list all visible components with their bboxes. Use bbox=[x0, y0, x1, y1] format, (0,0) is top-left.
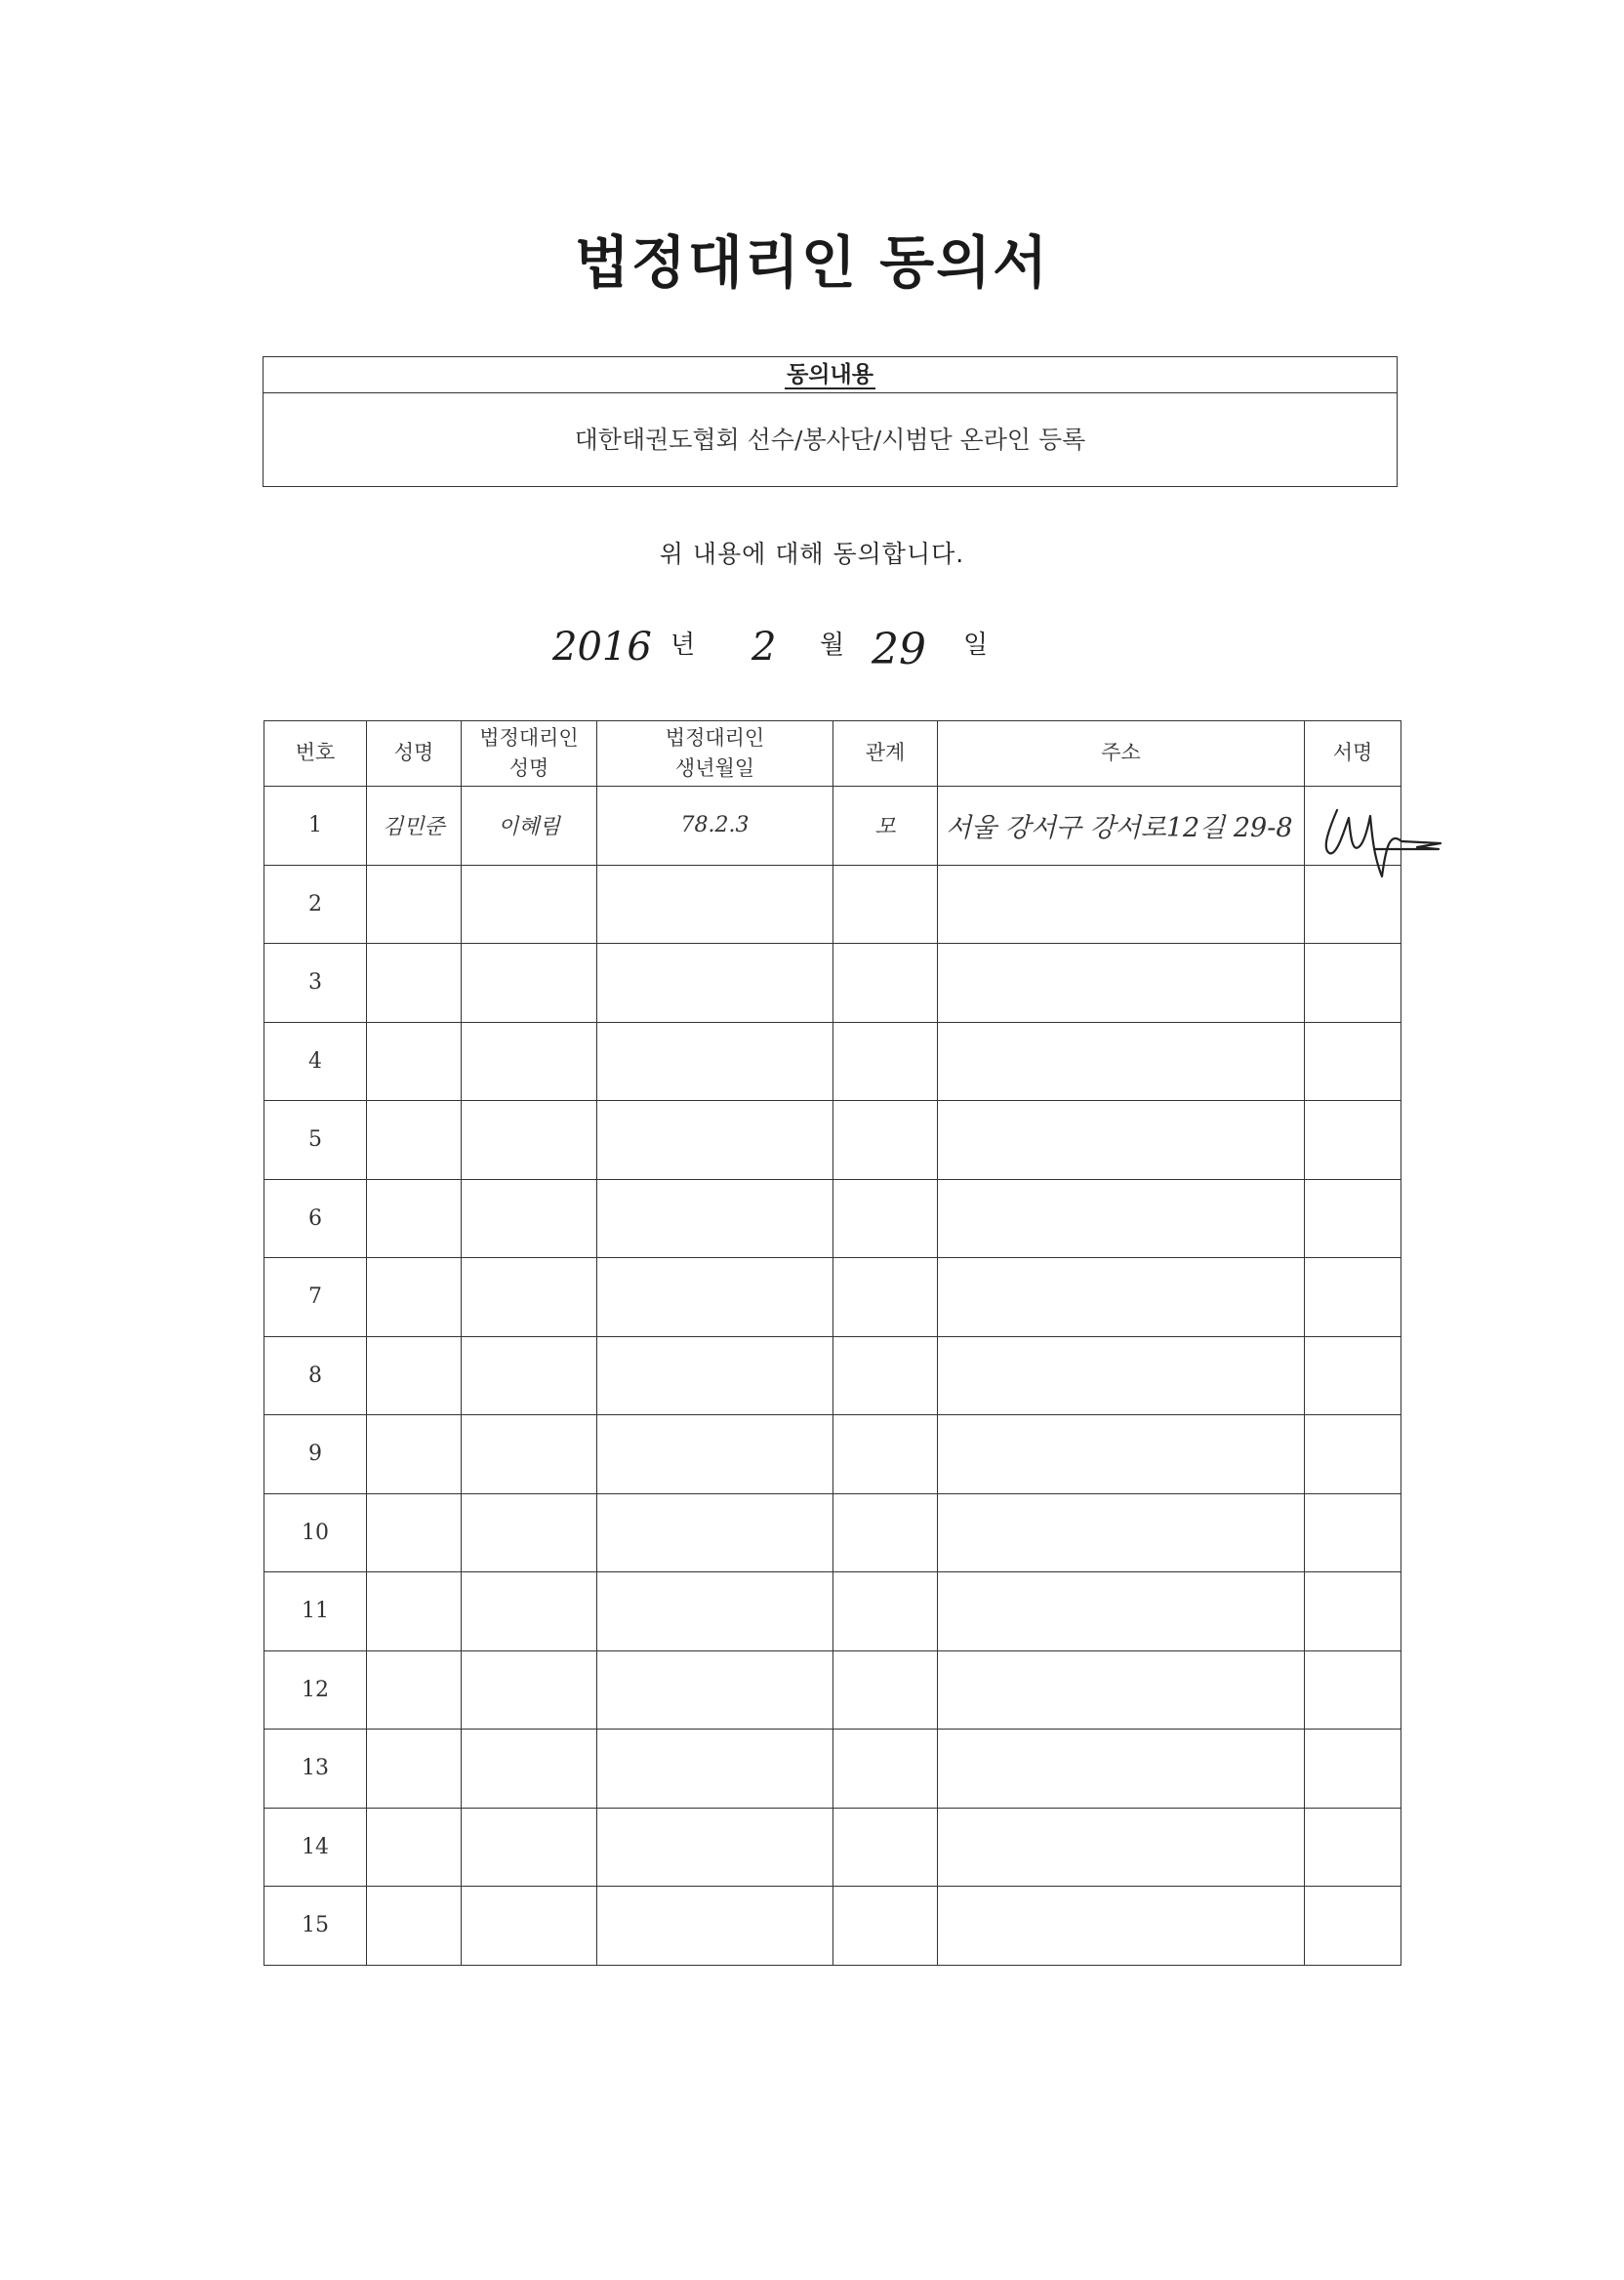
cell-relation bbox=[833, 1258, 938, 1337]
header-address: 주소 bbox=[938, 721, 1305, 787]
cell-address bbox=[938, 1022, 1305, 1101]
header-guardian-birth: 법정대리인 생년월일 bbox=[597, 721, 833, 787]
table-row bbox=[264, 1101, 1401, 1180]
date-day-unit: 일 bbox=[963, 631, 989, 660]
cell-guardian-birth bbox=[597, 944, 833, 1023]
cell-no: 8 bbox=[264, 1336, 367, 1415]
table-row bbox=[264, 1572, 1401, 1651]
cell-signature bbox=[1305, 1730, 1401, 1809]
cell-guardian-name: 이혜림 bbox=[462, 787, 597, 866]
table-header-row bbox=[264, 721, 1401, 787]
cell-name bbox=[367, 1336, 462, 1415]
table-row bbox=[264, 1730, 1401, 1809]
cell-relation bbox=[833, 1415, 938, 1494]
cell-address bbox=[938, 1258, 1305, 1337]
header-guardian-name: 법정대리인 성명 bbox=[462, 721, 597, 787]
cell-name bbox=[367, 1493, 462, 1572]
cell-guardian-name bbox=[462, 1730, 597, 1809]
cell-guardian-name bbox=[462, 1650, 597, 1730]
cell-guardian-name bbox=[462, 1022, 597, 1101]
cell-address bbox=[938, 1493, 1305, 1572]
cell-address bbox=[938, 1179, 1305, 1258]
cell-guardian-name bbox=[462, 944, 597, 1023]
signature-mark bbox=[1316, 789, 1442, 896]
table-row bbox=[264, 1179, 1401, 1258]
cell-address bbox=[938, 1887, 1305, 1966]
cell-guardian-name bbox=[462, 1887, 597, 1966]
cell-signature bbox=[1305, 1808, 1401, 1887]
cell-guardian-birth bbox=[597, 865, 833, 944]
cell-guardian-birth bbox=[597, 1572, 833, 1651]
table-row bbox=[264, 1493, 1401, 1572]
header-name: 성명 bbox=[367, 721, 462, 787]
cell-guardian-name bbox=[462, 1336, 597, 1415]
cell-address bbox=[938, 1101, 1305, 1180]
cell-relation: 모 bbox=[833, 787, 938, 866]
cell-no: 6 bbox=[264, 1179, 367, 1258]
cell-signature bbox=[1305, 1336, 1401, 1415]
cell-address bbox=[938, 1650, 1305, 1730]
header-signature: 서명 bbox=[1305, 721, 1401, 787]
cell-relation bbox=[833, 1808, 938, 1887]
cell-relation bbox=[833, 1022, 938, 1101]
cell-signature bbox=[1305, 1650, 1401, 1730]
cell-signature bbox=[1305, 1493, 1401, 1572]
cell-guardian-birth bbox=[597, 1101, 833, 1180]
cell-guardian-name bbox=[462, 1258, 597, 1337]
table-row bbox=[264, 1808, 1401, 1887]
cell-address bbox=[938, 1730, 1305, 1809]
cell-guardian-birth: 78.2.3 bbox=[597, 787, 833, 866]
cell-no: 2 bbox=[264, 865, 367, 944]
cell-no: 7 bbox=[264, 1258, 367, 1337]
date-day: 29 bbox=[872, 625, 926, 674]
cell-address bbox=[938, 1808, 1305, 1887]
table-row bbox=[264, 1650, 1401, 1730]
cell-signature bbox=[1305, 1415, 1401, 1494]
cell-name bbox=[367, 1808, 462, 1887]
cell-address bbox=[938, 1415, 1305, 1494]
table-row bbox=[264, 1887, 1401, 1966]
table-row bbox=[264, 1336, 1401, 1415]
table-row bbox=[264, 787, 1401, 866]
cell-name bbox=[367, 1258, 462, 1337]
cell-name bbox=[367, 1730, 462, 1809]
cell-guardian-name bbox=[462, 1179, 597, 1258]
consent-header: 동의내용 bbox=[264, 357, 1397, 393]
cell-guardian-birth bbox=[597, 1179, 833, 1258]
guardian-table bbox=[264, 720, 1401, 1966]
cell-guardian-birth bbox=[597, 1650, 833, 1730]
consent-box bbox=[263, 356, 1398, 487]
cell-name: 김민준 bbox=[367, 787, 462, 866]
cell-guardian-birth bbox=[597, 1808, 833, 1887]
cell-no: 11 bbox=[264, 1572, 367, 1651]
cell-relation bbox=[833, 1493, 938, 1572]
cell-no: 13 bbox=[264, 1730, 367, 1809]
table-row bbox=[264, 1022, 1401, 1101]
cell-relation bbox=[833, 1101, 938, 1180]
cell-relation bbox=[833, 1730, 938, 1809]
cell-guardian-name bbox=[462, 1493, 597, 1572]
cell-guardian-birth bbox=[597, 1022, 833, 1101]
cell-guardian-name bbox=[462, 1101, 597, 1180]
cell-name bbox=[367, 1887, 462, 1966]
cell-signature bbox=[1305, 1258, 1401, 1337]
cell-no: 3 bbox=[264, 944, 367, 1023]
date-month-unit: 월 bbox=[820, 631, 845, 660]
cell-address bbox=[938, 1336, 1305, 1415]
cell-signature bbox=[1305, 1887, 1401, 1966]
cell-guardian-birth bbox=[597, 1258, 833, 1337]
table-row bbox=[264, 1415, 1401, 1494]
cell-name bbox=[367, 865, 462, 944]
table-row bbox=[264, 944, 1401, 1023]
cell-signature bbox=[1305, 1179, 1401, 1258]
cell-name bbox=[367, 1572, 462, 1651]
cell-guardian-name bbox=[462, 1808, 597, 1887]
cell-no: 14 bbox=[264, 1808, 367, 1887]
cell-relation bbox=[833, 865, 938, 944]
date-year: 2016 bbox=[552, 625, 652, 670]
cell-no: 12 bbox=[264, 1650, 367, 1730]
cell-address bbox=[938, 1572, 1305, 1651]
cell-guardian-name bbox=[462, 865, 597, 944]
cell-no: 9 bbox=[264, 1415, 367, 1494]
cell-relation bbox=[833, 1650, 938, 1730]
cell-guardian-name bbox=[462, 1572, 597, 1651]
cell-no: 4 bbox=[264, 1022, 367, 1101]
cell-no: 10 bbox=[264, 1493, 367, 1572]
cell-no: 1 bbox=[264, 787, 367, 866]
header-relation: 관계 bbox=[833, 721, 938, 787]
cell-guardian-birth bbox=[597, 1493, 833, 1572]
header-no: 번호 bbox=[264, 721, 367, 787]
cell-relation bbox=[833, 1887, 938, 1966]
agree-statement: 위 내용에 대해 동의합니다. bbox=[659, 540, 965, 568]
date-month: 2 bbox=[751, 625, 777, 670]
cell-relation bbox=[833, 1336, 938, 1415]
document-title: 법정대리인 동의서 bbox=[574, 229, 1050, 296]
cell-guardian-birth bbox=[597, 1415, 833, 1494]
cell-relation bbox=[833, 1179, 938, 1258]
table-row bbox=[264, 865, 1401, 944]
cell-name bbox=[367, 1415, 462, 1494]
cell-address: 서울 강서구 강서로12길 29-8 bbox=[938, 787, 1305, 866]
consent-content: 대한태권도협회 선수/봉사단/시범단 온라인 등록 bbox=[574, 426, 1086, 454]
cell-signature bbox=[1305, 1022, 1401, 1101]
cell-relation bbox=[833, 1572, 938, 1651]
cell-name bbox=[367, 1022, 462, 1101]
cell-signature bbox=[1305, 1101, 1401, 1180]
cell-address bbox=[938, 944, 1305, 1023]
cell-name bbox=[367, 1101, 462, 1180]
table-row bbox=[264, 1258, 1401, 1337]
cell-guardian-birth bbox=[597, 1336, 833, 1415]
cell-address bbox=[938, 865, 1305, 944]
cell-guardian-birth bbox=[597, 1730, 833, 1809]
cell-signature bbox=[1305, 944, 1401, 1023]
cell-no: 5 bbox=[264, 1101, 367, 1180]
cell-name bbox=[367, 944, 462, 1023]
cell-relation bbox=[833, 944, 938, 1023]
cell-name bbox=[367, 1650, 462, 1730]
cell-no: 15 bbox=[264, 1887, 367, 1966]
cell-signature bbox=[1305, 1572, 1401, 1651]
date-year-unit: 년 bbox=[670, 631, 696, 660]
cell-guardian-name bbox=[462, 1415, 597, 1494]
cell-name bbox=[367, 1179, 462, 1258]
cell-guardian-birth bbox=[597, 1887, 833, 1966]
